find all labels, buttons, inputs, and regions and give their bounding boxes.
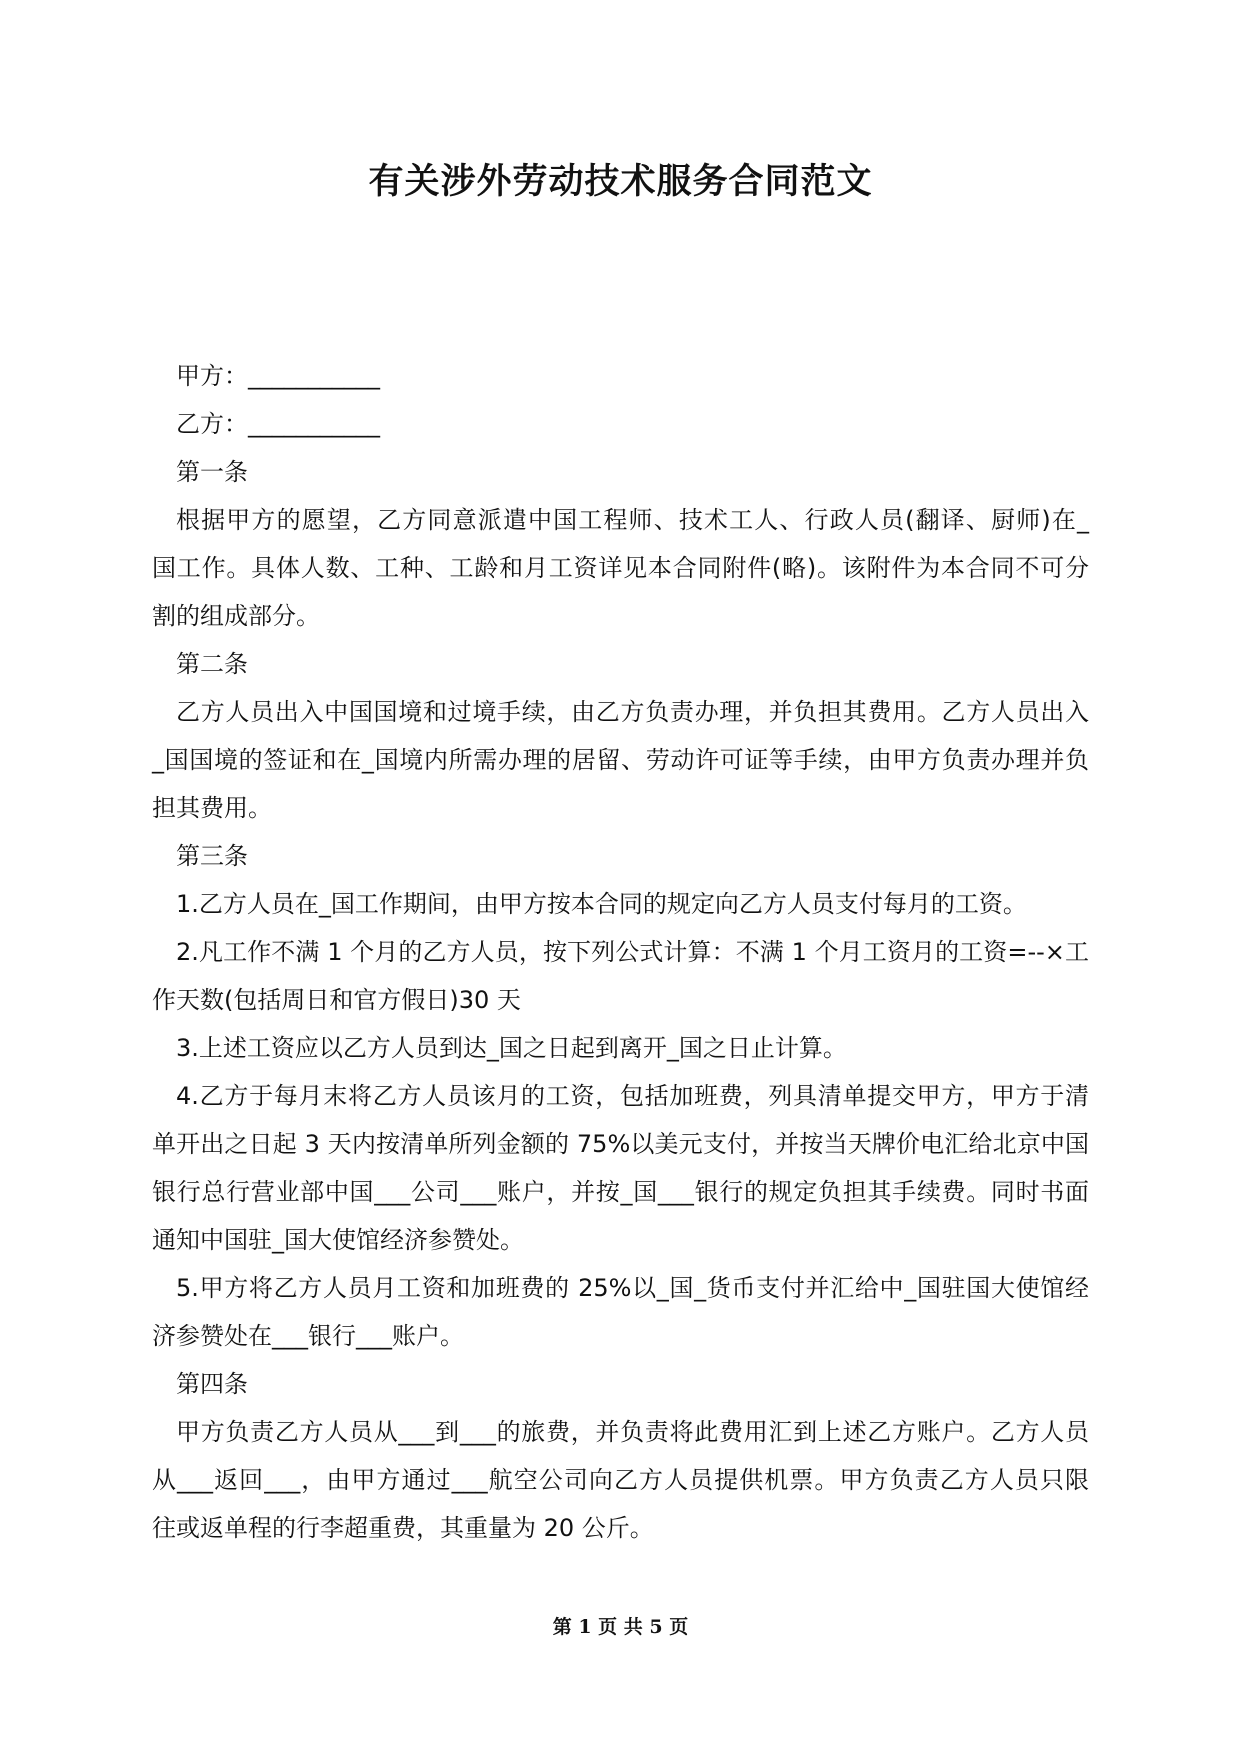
text-line: 单开出之日起 3 天内按清单所列金额的 75%以美元支付，并按当天牌价电汇给北京中国 — [152, 1130, 1089, 1158]
text-line: 根据甲方的愿望，乙方同意派遣中国工程师、技术工人、行政人员(翻译、厨师)在_ — [176, 506, 1089, 534]
text-line: 4.乙方于每月末将乙方人员该月的工资，包括加班费，列具清单提交甲方，甲方于清 — [176, 1082, 1089, 1110]
text-line: 济参赞处在___银行___账户。 — [152, 1322, 464, 1350]
text-line: 割的组成部分。 — [152, 602, 320, 630]
text-line: 作天数(包括周日和官方假日)30 天 — [152, 986, 521, 1014]
document-body — [152, 352, 1089, 1552]
text-line: 银行总行营业部中国___公司___账户，并按_国___银行的规定负担其手续费。同时书面 — [152, 1178, 1089, 1206]
text-line: 第一条 — [176, 458, 248, 486]
text-line: _国国境的签证和在_国境内所需办理的居留、劳动许可证等手续，由甲方负责办理并负 — [152, 746, 1089, 774]
text-line: 国工作。具体人数、工种、工龄和月工资详见本合同附件(略)。该附件为本合同不可分 — [152, 554, 1089, 582]
page-number: 第 1 页 共 5 页 — [552, 1616, 689, 1638]
text-line: 乙方人员出入中国国境和过境手续，由乙方负责办理，并负担其费用。乙方人员出入 — [176, 698, 1089, 726]
text-line: 从___返回___，由甲方通过___航空公司向乙方人员提供机票。甲方负责乙方人员只限 — [152, 1466, 1089, 1494]
text-line: 甲方：___________ — [176, 362, 380, 390]
text-line: 2.凡工作不满 1 个月的乙方人员，按下列公式计算：不满 1 个月工资月的工资=--×工 — [176, 938, 1089, 966]
text-line: 5.甲方将乙方人员月工资和加班费的 25%以_国_货币支付并汇给中_国驻国大使馆经 — [176, 1274, 1089, 1302]
text-line: 乙方：___________ — [176, 410, 380, 438]
text-line: 通知中国驻_国大使馆经济参赞处。 — [152, 1226, 524, 1254]
text-line: 第三条 — [176, 842, 248, 870]
text-line: 第四条 — [176, 1370, 248, 1398]
text-line: 1.乙方人员在_国工作期间，由甲方按本合同的规定向乙方人员支付每月的工资。 — [176, 890, 1027, 918]
text-line: 担其费用。 — [152, 794, 272, 822]
text-line: 3.上述工资应以乙方人员到达_国之日起到离开_国之日止计算。 — [176, 1034, 847, 1062]
text-line: 甲方负责乙方人员从___到___的旅费，并负责将此费用汇到上述乙方账户。乙方人员 — [176, 1418, 1089, 1446]
document-title: 有关涉外劳动技术服务合同范文 — [368, 162, 873, 202]
text-line: 第二条 — [176, 650, 248, 678]
text-line: 往或返单程的行李超重费，其重量为 20 公斤。 — [152, 1514, 654, 1542]
